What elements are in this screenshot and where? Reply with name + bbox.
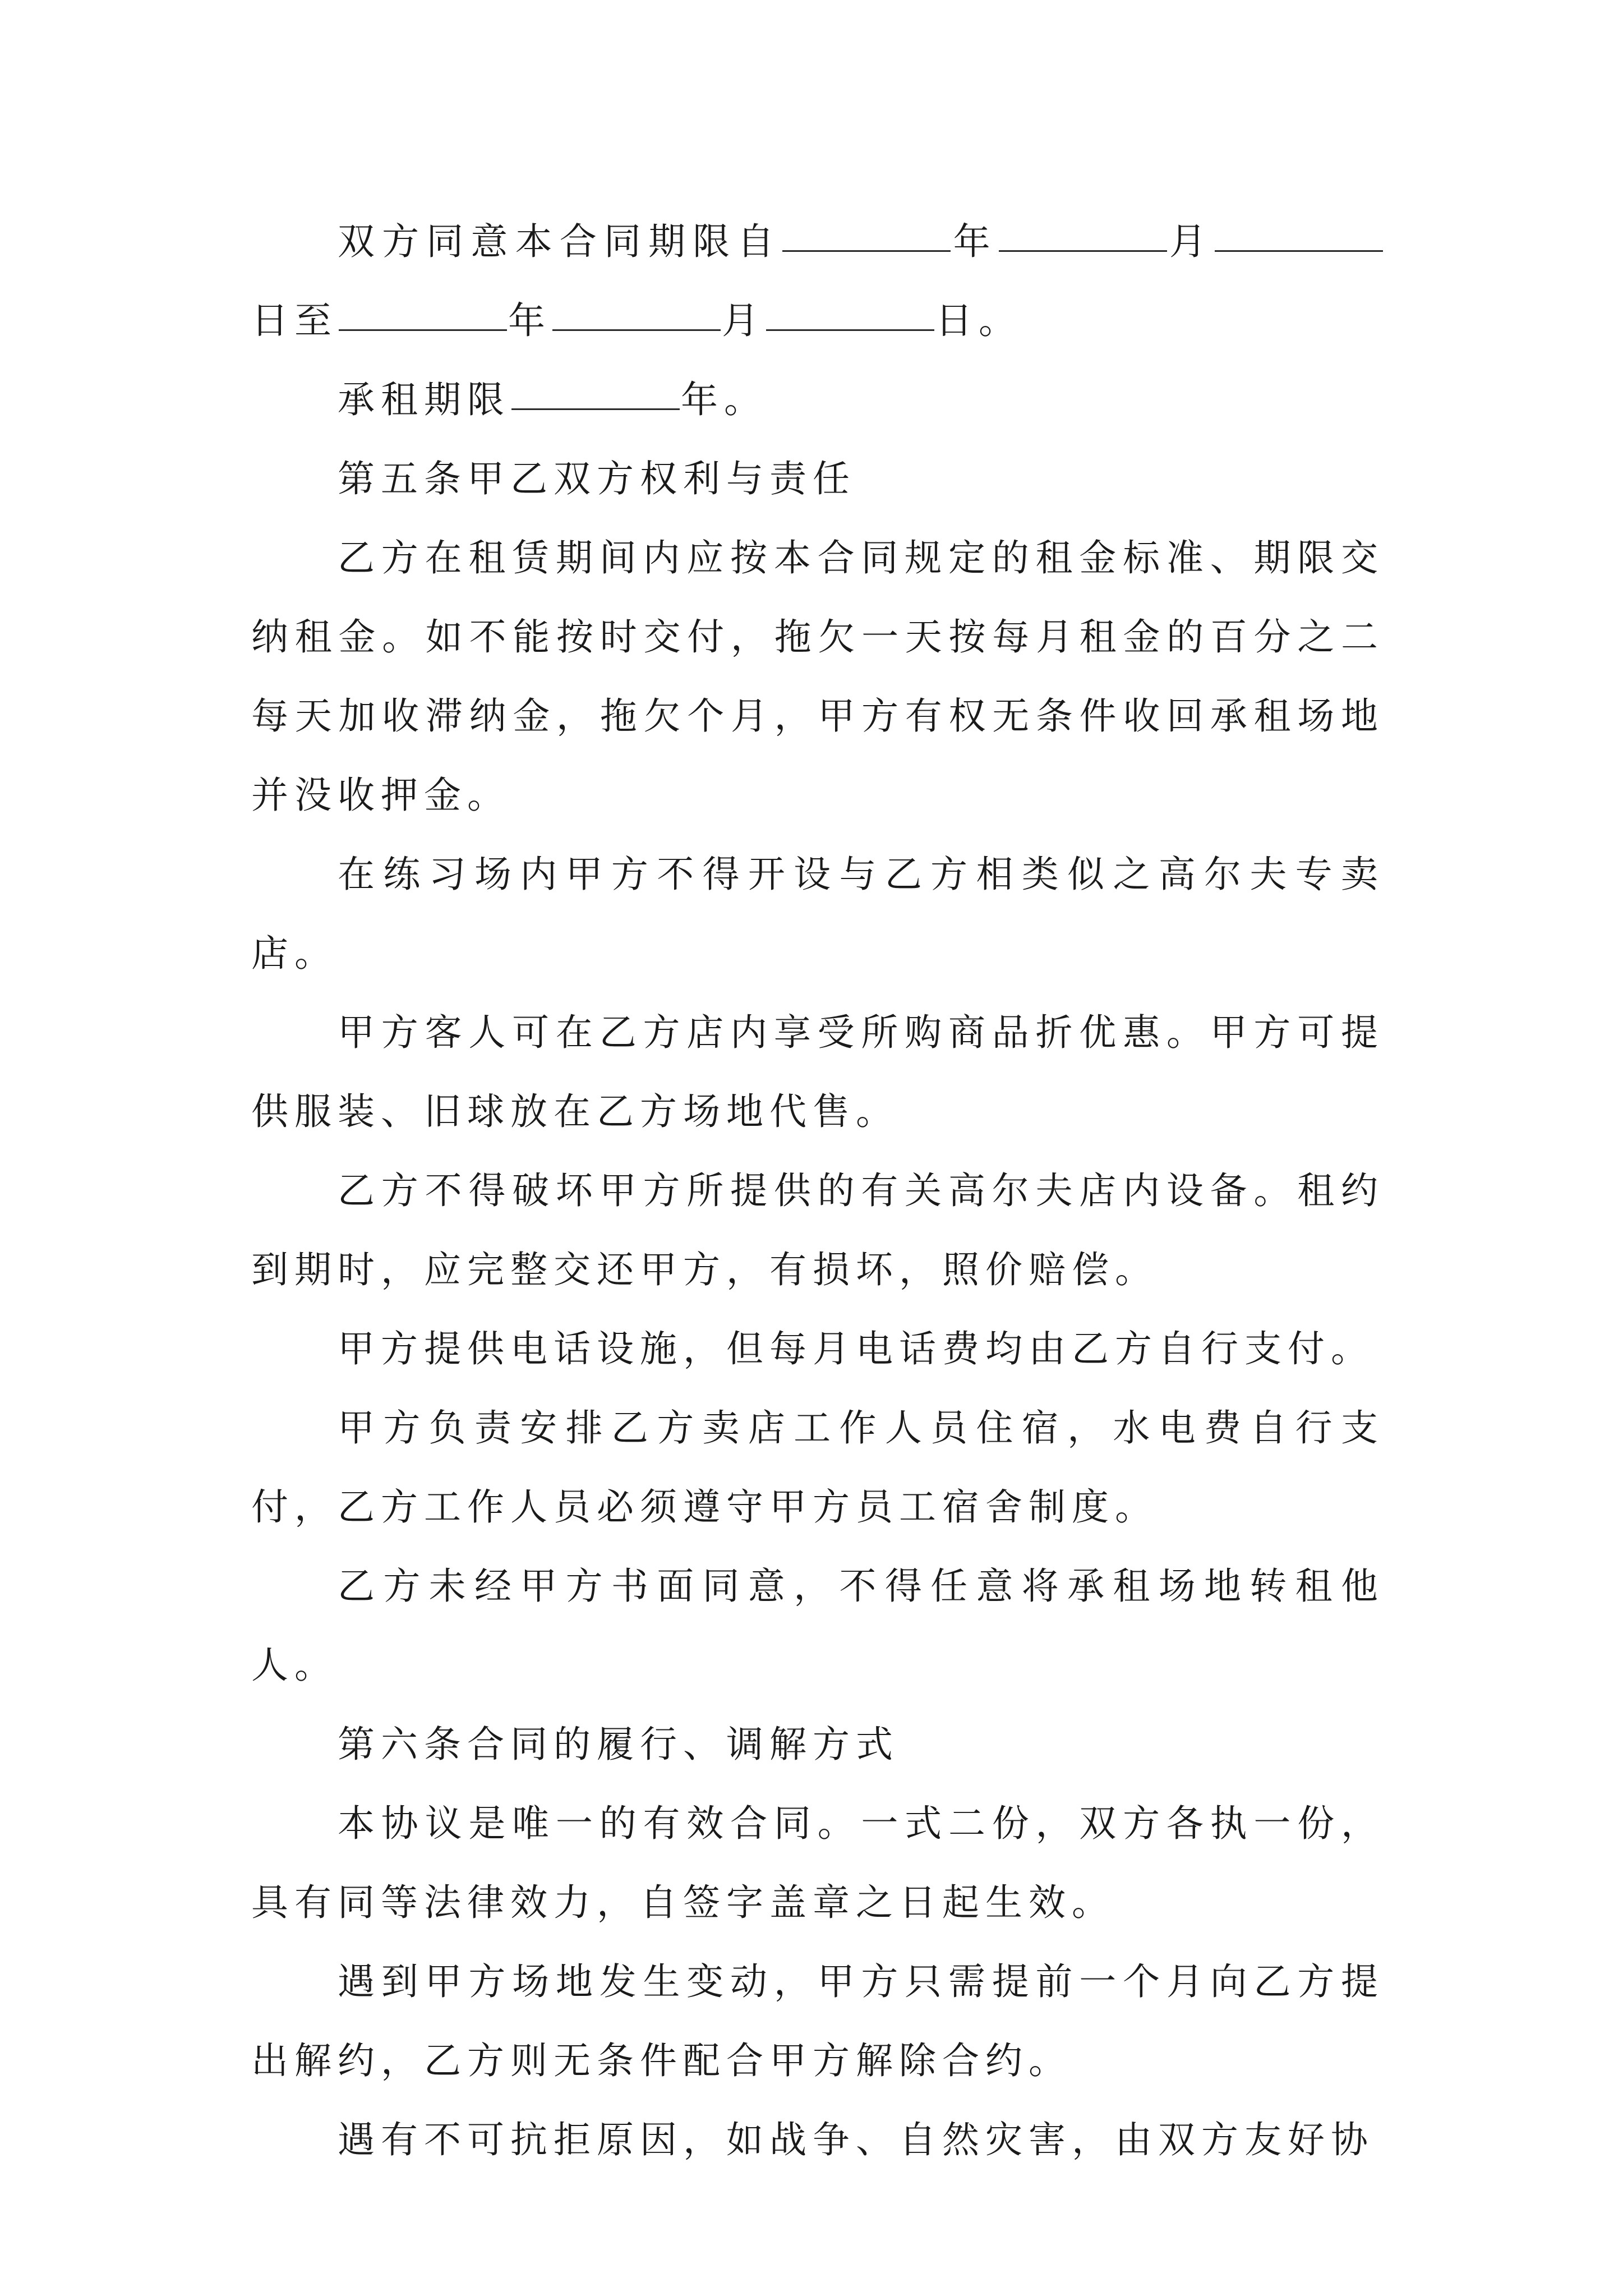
start-day-blank [1215,217,1383,252]
start-year-unit: 年 [952,220,998,263]
lease-period-paragraph [251,360,1384,439]
term-intro-text: 双方同意本合同期限自 [338,220,782,263]
end-year-unit: 年 [508,299,551,342]
lease-period-unit: 年。 [681,378,767,421]
telephone-paragraph: 甲方提供电话设施，但每月电话费均由乙方自行支付。 [338,1327,1374,1370]
accommodation-paragraph: 甲方负责安排乙方卖店工作人员住宿，水电费自行支付，乙方工作人员必须遵守甲方员工宿舍制度。 [251,1406,1384,1529]
start-year-blank [782,217,951,252]
start-month-blank [999,217,1167,252]
end-day-blank [766,296,934,331]
sublet-paragraph: 乙方未经甲方书面同意，不得任意将承租场地转租他人。 [251,1565,1384,1687]
end-year-blank [339,296,507,331]
validity-paragraph: 本协议是唯一的有效合同。一式二份，双方各执一份，具有同等法律效力，自签字盖章之日起生效。 [251,1802,1384,1924]
guest-discount-paragraph: 甲方客人可在乙方店内享受所购商品折优惠。甲方可提供服装、旧球放在乙方场地代售。 [251,1011,1384,1133]
article-5-heading: 第五条甲乙双方权利与责任 [338,457,856,500]
start-month-unit: 月 [1168,220,1214,263]
term-clause-paragraph [251,202,1384,360]
equipment-paragraph: 乙方不得破坏甲方所提供的有关高尔夫店内设备。租约到期时，应完整交还甲方，有损坏，照价赔偿。 [251,1169,1384,1291]
rent-payment-paragraph: 乙方在租赁期间内应按本合同规定的租金标准、期限交纳租金。如不能按时交付，拖欠一天按每月租金的百分之二每天加收滞纳金，拖欠个月，甲方有权无条件收回承租场地并没收押金。 [251,536,1384,817]
non-compete-paragraph: 在练习场内甲方不得开设与乙方相类似之高尔夫专卖店。 [251,853,1384,975]
site-change-paragraph: 遇到甲方场地发生变动，甲方只需提前一个月向乙方提出解约，乙方则无条件配合甲方解除合约。 [251,1960,1384,2082]
day-to-text: 日至 [251,299,338,342]
document-body [251,202,1384,2179]
lease-period-text: 承租期限 [338,378,510,421]
end-day-unit: 日。 [935,299,1022,342]
article-6-heading: 第六条合同的履行、调解方式 [338,1723,899,1766]
end-month-unit: 月 [722,299,765,342]
force-majeure-paragraph: 遇有不可抗拒原因，如战争、自然灾害，由双方友好协 [338,2118,1374,2161]
lease-period-blank [511,375,680,410]
end-month-blank [552,296,721,331]
